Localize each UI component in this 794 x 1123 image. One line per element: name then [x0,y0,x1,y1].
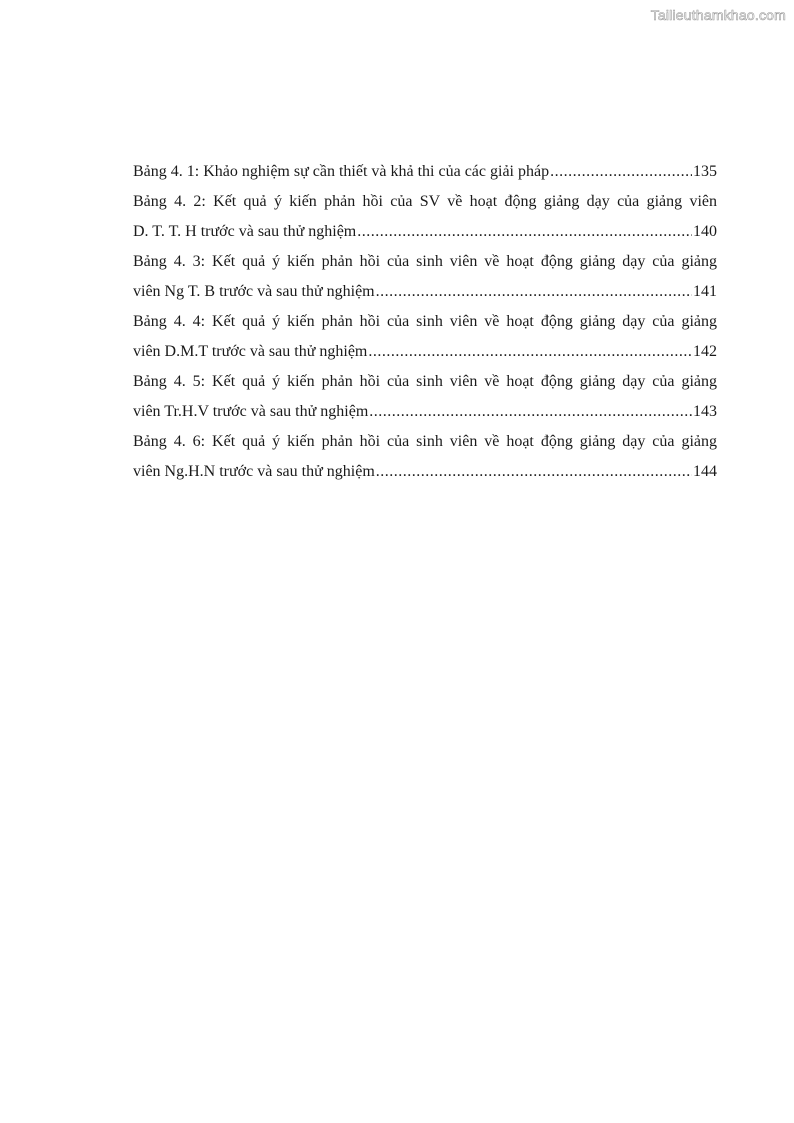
dot-leader [376,457,692,487]
toc-page-number: 144 [693,463,717,480]
toc-entry[interactable] [133,187,717,247]
toc-page-number: 141 [693,283,717,300]
toc-entry-text: Bảng 4. 2: Kết quả ý kiến phản hồi của SV về hoạt động giảng dạy của giảng viên [133,193,717,210]
toc-entry-text: Bảng 4. 6: Kết quả ý kiến phản hồi của sinh viên về hoạt động giảng dạy của giảng [133,433,717,450]
dot-leader [550,157,692,187]
dot-leader [368,337,692,367]
toc-entry[interactable] [133,427,717,487]
toc-page-number: 142 [693,343,717,360]
toc-entry-text: Bảng 4. 4: Kết quả ý kiến phản hồi của sinh viên về hoạt động giảng dạy của giảng [133,313,717,330]
toc-entry[interactable] [133,247,717,307]
toc-page-number: 140 [693,223,717,240]
toc-page-number: 135 [693,163,717,180]
toc-entry[interactable] [133,307,717,367]
toc-entry-text-continued: viên Ng.H.N trước và sau thử nghiệm [133,463,375,480]
toc-entry-text-continued: viên Ng T. B trước và sau thử nghiệm [133,283,375,300]
toc-entry-text: Bảng 4. 3: Kết quả ý kiến phản hồi của sinh viên về hoạt động giảng dạy của giảng [133,253,717,270]
toc-entry[interactable] [133,157,717,187]
toc-entry-text: Bảng 4. 1: Khảo nghiệm sự cần thiết và khả thi của các giải pháp [133,163,550,180]
table-of-contents [133,157,717,487]
toc-entry-text-continued: viên D.M.T trước và sau thử nghiệm [133,343,368,360]
toc-page-number: 143 [693,403,717,420]
watermark: Tailieuthamkhao.com [650,7,786,23]
dot-leader [357,217,692,247]
dot-leader [369,397,692,427]
toc-entry-text-continued: D. T. T. H trước và sau thử nghiệm [133,223,357,240]
toc-entry-text: Bảng 4. 5: Kết quả ý kiến phản hồi của sinh viên về hoạt động giảng dạy của giảng [133,373,717,390]
toc-entry-text-continued: viên Tr.H.V trước và sau thử nghiệm [133,403,369,420]
toc-entry[interactable] [133,367,717,427]
dot-leader [376,277,692,307]
